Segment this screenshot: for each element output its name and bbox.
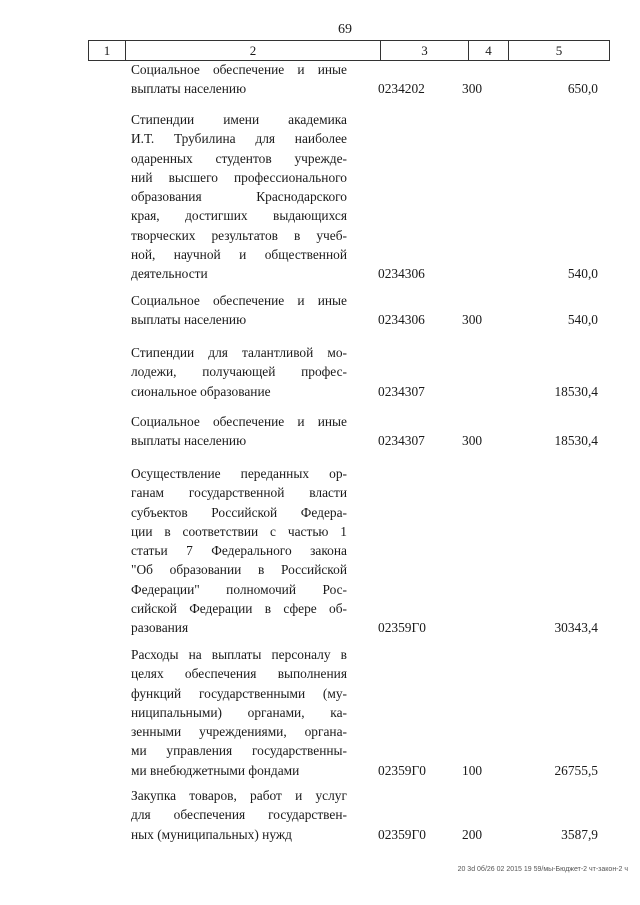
description-line: Стипендии имени академика [131, 112, 347, 127]
description-line: сийской Федерации в сфере об- [131, 601, 347, 617]
description-line: Осуществление переданных ор- [131, 466, 347, 481]
row-code: 02359Г0 [378, 826, 426, 842]
row-amount: 18530,4 [554, 383, 598, 399]
row-description [131, 110, 347, 284]
description-line: Федерации" полномочий Рос- [131, 581, 347, 597]
description-line: Социальное обеспечение и иные [131, 62, 347, 77]
description-line: образования Краснодарского [131, 189, 347, 205]
row-expense-type: 200 [462, 826, 483, 842]
row-description [131, 786, 347, 844]
description-line: выплаты населению [131, 433, 247, 449]
description-line: Социальное обеспечение и иные [131, 414, 347, 429]
row-expense-type: 300 [462, 312, 483, 328]
description-line: Закупка товаров, работ и услуг [131, 788, 347, 803]
description-line: "Об образовании в Российской [131, 562, 347, 578]
row-expense-type: 100 [462, 762, 483, 778]
description-line: разования [131, 620, 189, 636]
row-amount: 650,0 [567, 81, 598, 97]
description-line: зенными учреждениями, органа- [131, 724, 347, 740]
description-line: края, достигших выдающихся [131, 208, 347, 224]
description-line: И.Т. Трубилина для наиболее [131, 131, 347, 147]
row-amount: 26755,5 [554, 762, 598, 778]
description-line: выплаты населению [131, 81, 247, 97]
description-line: ми управления государственны- [131, 743, 347, 759]
row-code: 0234202 [378, 81, 425, 97]
footer-file-stamp: 20 3d 0б/26 02 2015 19 59/мы-Бюджет-2 чт-закон-2 ч [457, 866, 628, 873]
row-code: 02359Г0 [378, 762, 426, 778]
description-line: лодежи, получающей профес- [131, 364, 347, 380]
row-expense-type: 300 [462, 433, 483, 449]
description-line: ганам государственной власти [131, 485, 347, 501]
description-line: ных (муниципальных) нужд [131, 826, 292, 842]
row-amount: 540,0 [567, 266, 598, 282]
description-line: статьи 7 Федерального закона [131, 543, 347, 559]
row-code: 0234306 [378, 312, 425, 328]
description-line: выплаты населению [131, 312, 247, 328]
column-header-1: 1 [89, 41, 126, 61]
description-line: одаренных студентов учрежде- [131, 150, 347, 166]
row-amount: 540,0 [567, 312, 598, 328]
description-line: творческих результатов в учеб- [131, 227, 347, 243]
page-number: 69 [338, 22, 352, 37]
description-line: ниципальными) органами, ка- [131, 704, 347, 720]
description-line: Расходы на выплаты персоналу в [131, 647, 347, 662]
column-header-table [88, 40, 610, 61]
description-line: деятельности [131, 266, 208, 282]
description-line: ми внебюджетными фондами [131, 762, 300, 778]
row-code: 0234306 [378, 266, 425, 282]
column-header-row [89, 41, 610, 61]
row-description [131, 60, 347, 99]
row-amount: 3587,9 [561, 826, 598, 842]
description-line: ной, научной и общественной [131, 247, 347, 263]
column-header-5: 5 [509, 41, 610, 61]
description-line: Стипендии для талантливой мо- [131, 345, 347, 360]
row-description [131, 645, 347, 780]
row-description [131, 291, 347, 330]
row-code: 0234307 [378, 383, 425, 399]
row-description [131, 412, 347, 451]
row-description [131, 464, 347, 638]
row-description [131, 343, 347, 401]
column-header-2: 2 [126, 41, 381, 61]
description-line: ции в соответствии с частью 1 [131, 523, 347, 539]
description-line: Социальное обеспечение и иные [131, 293, 347, 308]
row-amount: 18530,4 [554, 433, 598, 449]
description-line: целях обеспечения выполнения [131, 666, 347, 682]
description-line: ний высшего профессионального [131, 169, 347, 185]
description-line: функций государственными (му- [131, 685, 347, 701]
row-expense-type: 300 [462, 81, 483, 97]
description-line: для обеспечения государствен- [131, 807, 347, 823]
row-amount: 30343,4 [554, 620, 598, 636]
column-header-4: 4 [469, 41, 509, 61]
description-line: субъектов Российской Федера- [131, 504, 347, 520]
row-code: 0234307 [378, 433, 425, 449]
column-header-3: 3 [381, 41, 469, 61]
row-code: 02359Г0 [378, 620, 426, 636]
description-line: сиональное образование [131, 383, 271, 399]
